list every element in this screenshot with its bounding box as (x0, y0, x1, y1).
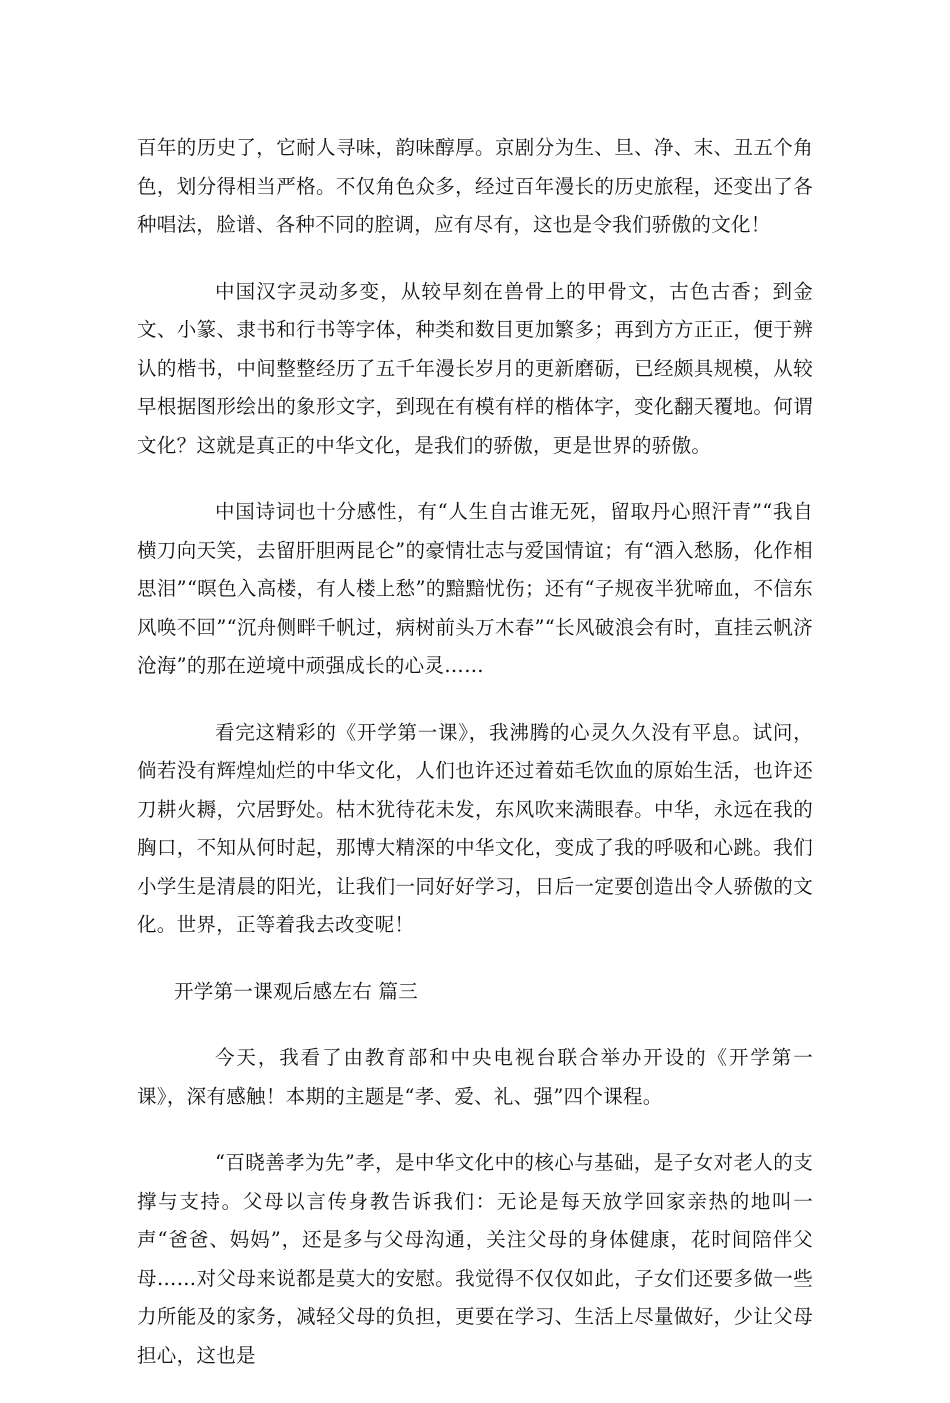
paragraph-chinese-poetry: 中国诗词也十分感性，有“人生自古谁无死，留取丹心照汗青”“我自横刀向天笑，去留肝胆两昆仑”的豪情壮志与爱国情谊；有“酒入愁肠，化作相思泪”“暝色入高楼，有人楼上愁”的黯黯忧伤；还有“子规夜半犹啼血，不信东风唤不回”“沉舟侧畔千帆过，病树前头万木春”“长风破浪会有时，直挂云帆济沧海”的那在逆境中顽强成长的心灵…… (137, 500, 813, 677)
paragraph-section-intro: 今天，我看了由教育部和中央电视台联合举办开设的《开学第一课》，深有感触！本期的主题是“孝、爱、礼、强”四个课程。 (137, 1046, 813, 1108)
document-page (137, 129, 813, 1403)
paragraph-chinese-characters: 中国汉字灵动多变，从较早刻在兽骨上的甲骨文，古色古香；到金文、小篆、隶书和行书等字体，种类和数目更加繁多；再到方方正正，便于辨认的楷书，中间整整经历了五千年漫长岁月的更新磨砺，已经颇具规模，从较早根据图形绘出的象形文字，到现在有模有样的楷体字，变化翻天覆地。何谓文化？这就是真正的中华文化，是我们的骄傲，更是世界的骄傲。 (137, 279, 813, 457)
section-heading: 开学第一课观后感左右 篇三 (174, 979, 419, 1003)
paragraph-filial-piety: “百晓善孝为先”孝，是中华文化中的核心与基础，是子女对老人的支撑与支持。父母以言传身教告诉我们：无论是每天放学回家亲热的地叫一声“爸爸、妈妈”，还是多与父母沟通，关注父母的身体健康，花时间陪伴父母……对父母来说都是莫大的安慰。我觉得不仅仅如此，子女们还要多做一些力所能及的家务，减轻父母的负担，更要在学习、生活上尽量做好，少让父母担心，这也是 (137, 1151, 813, 1367)
paragraph-peking-opera: 百年的历史了，它耐人寻味，韵味醇厚。京剧分为生、旦、净、末、丑五个角色，划分得相当严格。不仅角色众多，经过百年漫长的历史旅程，还变出了各种唱法，脸谱、各种不同的腔调，应有尽有，这也是令我们骄傲的文化！ (137, 136, 813, 236)
paragraph-reflection: 看完这精彩的《开学第一课》，我沸腾的心灵久久没有平息。试问，倘若没有辉煌灿烂的中华文化，人们也许还过着茹毛饮血的原始生活，也许还刀耕火耨，穴居野处。枯木犹待花未发，东风吹来满眼春。中华，永远在我的胸口，不知从何时起，那博大精深的中华文化，变成了我的呼吸和心跳。我们小学生是清晨的阳光，让我们一同好好学习，日后一定要创造出令人骄傲的文化。世界，正等着我去改变呢！ (137, 720, 813, 936)
